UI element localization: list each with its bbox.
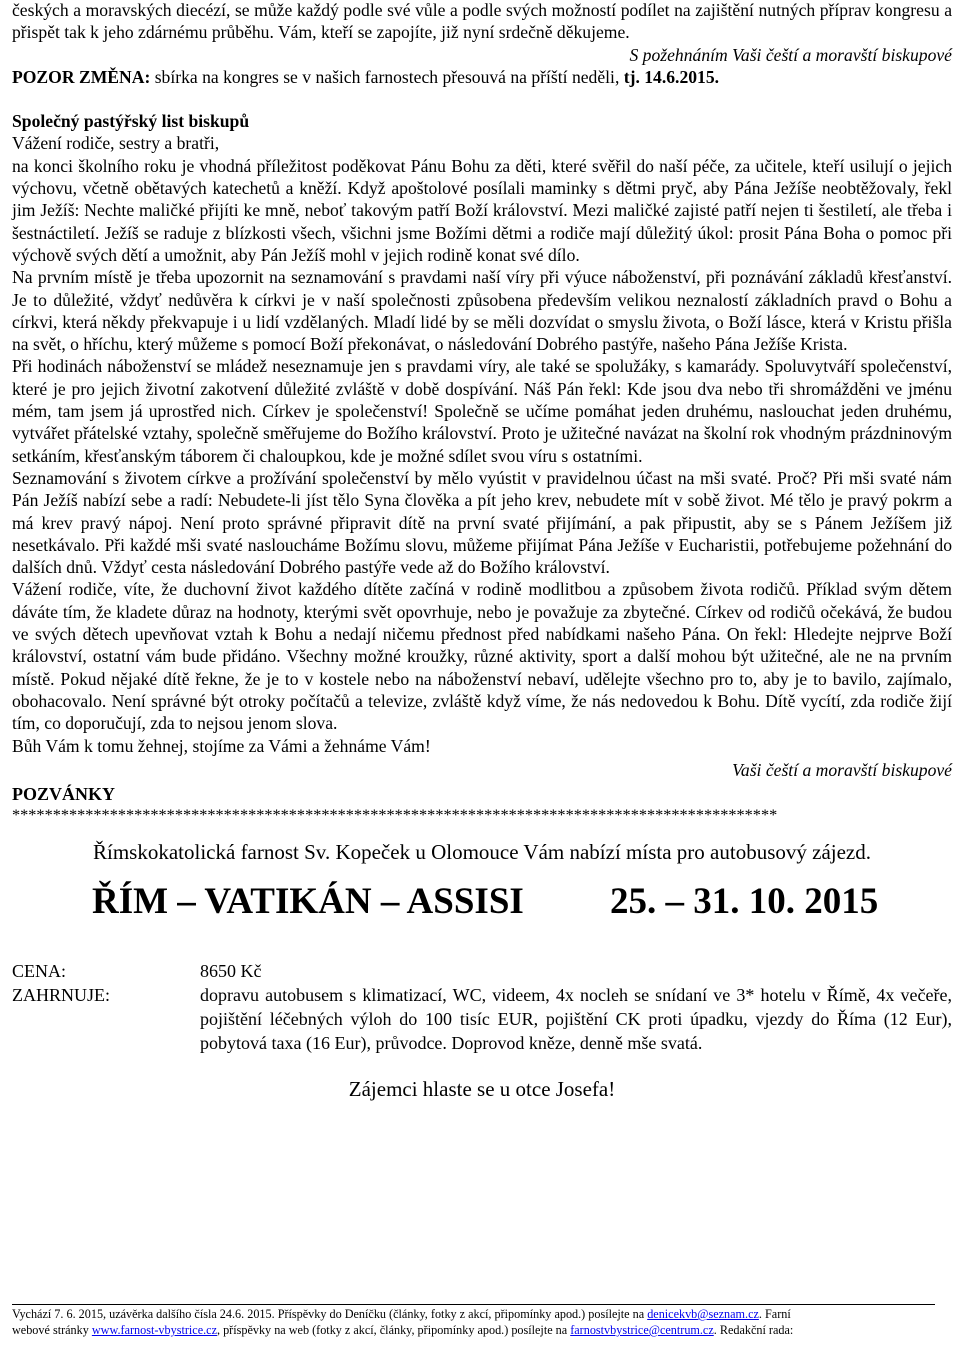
letter-paragraph-2: Na prvním místě je třeba upozornit na seznamování s pravdami naší víry při výuce náboženství, při poznávání základů křesťanství. Je to důležité, vždyť nedůvěra k církvi je v naší společnosti způsobena především velikou neznalostí základních pravd o Bohu a církvi, která někdy překvapuje i u lidí vzdělaných. Mladí lidé by se měli dozvídat o smyslu života, o Boží lásce, která v Kristu přišla na svět, o hříchu, který můžeme s pomocí Boží překonávat, o následování Dobrého pastýře, našeho Pána Ježíše Krista. (12, 267, 952, 355)
footer-divider (12, 1304, 935, 1305)
letter-title: Společný pastýřský list biskupů (12, 111, 250, 132)
stars-divider: ********************************************************************************************** (12, 805, 778, 825)
pozor-text: sbírka na kongres se v našich farnostech přesouvá na příští neděli, (150, 66, 624, 87)
trip-dates: 25. – 31. 10. 2015 (610, 881, 879, 923)
letter-paragraph-4: Seznamování s životem církve a prožívání společenství by mělo vyústit v pravidelnou účast na mši svaté. Proč? Při mši svaté nám Pán Ježíš nabízí sebe a radí: Nebudete-li jíst tělo Syna člověka a pít jeho krev, nebudete mít v sobě život. Mé tělo je pravý pokrm a má krev pravý nápoj. Není proto správné připravit dítě na první svaté přijímání, a pak připustit, aby se s Pánem Ježíšem již nesetkávalo. Při každé mši svaté nasloucháme Božímu slovu, můžeme přijímat Pána Ježíše v Eucharistii, potřebujeme požehnání do dalších dnů. Vždyť cesta následování Dobrého pastýře vede až do Božího království. (12, 467, 952, 578)
email-link-2[interactable]: farnostvbystrice@centrum.cz (570, 1323, 714, 1337)
letter-paragraph-1: na konci školního roku je vhodná příležitost poděkovat Pánu Bohu za děti, které svěřil do naší péče, za učitele, kteří usilují o jejich výchovu, včetně obětavých katechetů a kněží. Když apoštolové posílali maminky s dětmi pryč, aby Pána Ježíše neobtěžovaly, řekl jim Ježíš: Nechte maličké přijíti ke mně, neboť takovým patří Boží království. Mezi maličké zajisté patří nejen ti šestiletí, ale třeba i šestnáctiletí. Ježíš se raduje z blízkosti všech, všichni jsme Božími dětmi a rodiče mají důležitý úkol: prosit Pána Boha o pomoc při výchově svých dětí a umožnit, aby Pán Ježíš mohl v jejich rodině konat své dílo. (12, 155, 952, 265)
footer-text-1-end: . Farní (758, 1307, 791, 1321)
includes-value: dopravu autobusem s klimatizací, WC, videem, 4x nocleh se snídaní ve 3* hotelu v Římě, 4x večeře, pojištění léčebných výloh do 100 tisíc EUR, pojištění CK proti úpadku, vjezdy do Říma (12 Eur), pobytová taxa (16 Eur), průvodce. Doprovod kněze, denně mše svatá. (200, 985, 952, 1054)
price-value: 8650 Kč (200, 961, 262, 982)
letter-paragraph-3: Při hodinách náboženství se mládež neseznamuje jen s pravdami víry, ale také se spolužáky, s kamarády. Spoluvytváří společenství, které je pro jejich životní zakotvení důležité zvláště v době dospívání. Náš Pán řekl: Kde jsou dva nebo tři shromážděni ve jménu mém, tam jsem já uprostřed nich. Církev je společenství! Společně se učíme pomáhat jeden druhému, naslouchat jeden druhému, vytvářet přátelské vztahy, společně směřujeme do Božího království. Proto je užitečné navázat na školní rok vhodným prázdninovým setkáním, křesťanským táborem či chaloupkou, kde je možné sdílet svou víru s ostatními. (12, 356, 952, 466)
letter-signature: Vaši čeští a moravští biskupové (732, 759, 952, 780)
footer-text-2: webové stránky (12, 1323, 92, 1337)
pozvanky-heading: POZVÁNKY (12, 784, 115, 805)
contact-line: Zájemci hlaste se u otce Josefa! (348, 1077, 616, 1102)
price-label: CENA: (12, 961, 66, 982)
footer-line-2 (12, 1322, 935, 1338)
pozor-date: tj. 14.6.2015. (623, 66, 720, 87)
trip-info (12, 959, 952, 1055)
letter-paragraph-5: Vážení rodiče, víte, že duchovní život každého dítěte začíná v rodině modlitbou a způsobem života rodičů. Příklad svým dětem dáváte tím, že kladete důraz na hodnoty, kterými svět opovrhuje, nebo je považuje za zbytečné. Církev od rodičů očekává, že budou ve svých dětech upevňovat vztah k Bohu a nedají ničemu přednost před nabídkami našeho Pána. On řekl: Hledejte nejprve Boží království, ostatní vám bude přidáno. Všechny možné kroužky, různé aktivity, sport a další mohou být užitečné, ale ne na prvním místě. Pokud nějaké dítě řekne, že je to v kostele nebo na náboženství nebaví, udělejte všechno pro to, aby je to bavilo, zajímalo, obohacovalo. Není správné být otroky počítačů a televize, zvláště když víme, že nás nedovedou k Bohu. Dítě vycítí, zda rodiče žijí tím, co doporučují, zda to nejsou jenom slova. (12, 579, 952, 734)
intro-fragment: českých a moravských diecézí, se může každý podle své vůle a podle svých možností podílet na zajištění nutných příprav kongresu a přispět tak k jeho zdárnému průběhu. Vám, kteří se zapojíte, již nyní srdečně děkujeme. (12, 0, 952, 43)
footer (12, 1306, 935, 1338)
footer-text-2-end: . Redakční rada: (713, 1323, 794, 1337)
letter-paragraph-6: Bůh Vám k tomu žehnej, stojíme za Vámi a žehnáme Vám! (12, 735, 431, 756)
includes-label: ZAHRNUJE: (12, 985, 110, 1006)
email-link-1[interactable]: denicekvb@seznam.cz (647, 1307, 759, 1321)
trip-destination: ŘÍM – VATIKÁN – ASSISI (92, 881, 524, 923)
blessing-signature: S požehnáním Vaši čeští a moravští biskupové (629, 44, 952, 65)
pozor-notice (12, 66, 952, 88)
footer-text-1: Vychází 7. 6. 2015, uzávěrka dalšího čísla 24.6. 2015. Příspěvky do Deníčku (články, fotky z akcí, připomínky apod.) posílejte na (12, 1307, 648, 1321)
footer-text-2-mid: , příspěvky na web (fotky z akcí, články, připomínky apod.) posílejte na (216, 1323, 571, 1337)
price-row (12, 959, 952, 983)
footer-line-1 (12, 1306, 935, 1322)
invite-line: Římskokatolická farnost Sv. Kopeček u Olomouce Vám nabízí místa pro autobusový zájezd. (93, 840, 871, 865)
pozor-label: POZOR ZMĚNA: (12, 66, 151, 87)
letter-greeting: Vážení rodiče, sestry a bratři, (12, 133, 220, 154)
includes-row (12, 983, 952, 1055)
trip-title (12, 875, 952, 929)
website-link[interactable]: www.farnost-vbystrice.cz (91, 1323, 217, 1337)
